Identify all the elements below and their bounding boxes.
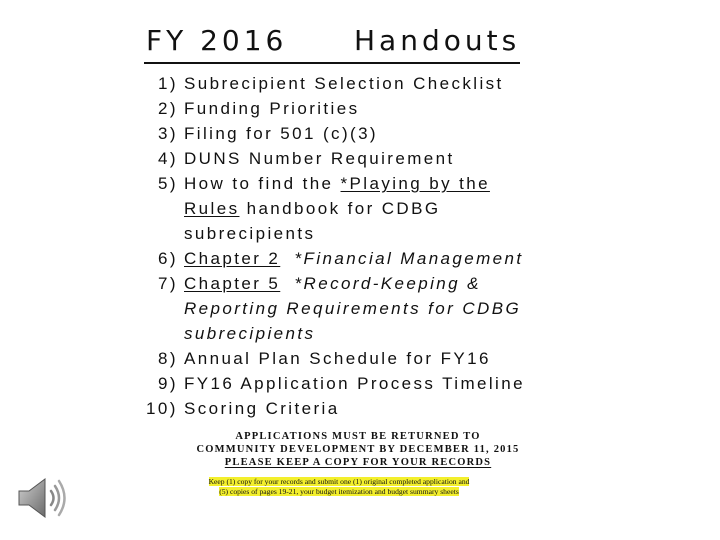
item-text: Annual Plan Schedule for FY16 (184, 349, 491, 368)
item-note: *Record-Keeping & (294, 274, 481, 293)
item-number: 10) (146, 399, 178, 418)
item-number: 7) (158, 274, 178, 293)
list-item (158, 246, 538, 271)
item-number: 4) (158, 149, 178, 168)
chapter-2-link[interactable]: Chapter 2 (184, 249, 281, 268)
list-item (158, 96, 538, 121)
list-item-continuation (158, 196, 538, 221)
list-item (158, 121, 538, 146)
return-notice (185, 430, 531, 469)
item-text: Funding Priorities (184, 99, 360, 118)
item-number: 8) (158, 349, 178, 368)
item-text: How to find the (184, 174, 341, 193)
list-item (158, 171, 538, 196)
item-text: Scoring Criteria (184, 399, 340, 418)
list-item (158, 71, 538, 96)
item-text: handbook for CDBG (239, 199, 441, 218)
list-item (158, 346, 538, 371)
item-number: 2) (158, 99, 178, 118)
item-text: DUNS Number Requirement (184, 149, 455, 168)
notice-line: PLEASE KEEP A COPY FOR YOUR RECORDS (224, 457, 492, 468)
item-number: 6) (158, 249, 178, 268)
item-note: *Financial Management (294, 249, 524, 268)
item-number: 3) (158, 124, 178, 143)
rules-link[interactable]: Rules (184, 199, 240, 218)
list-item (158, 371, 538, 396)
item-number: 5) (158, 174, 178, 193)
item-text: Subrecipient Selection Checklist (184, 74, 504, 93)
list-item-continuation: subrecipients (184, 324, 316, 343)
notice-line: APPLICATIONS MUST BE RETURNED TO (235, 431, 481, 442)
list-item (158, 271, 538, 296)
highlight-line: Keep (1) copy for your records and submit one (1) original completed application and (208, 477, 470, 486)
speaker-icon[interactable] (15, 475, 67, 521)
list-item-continuation: subrecipients (184, 224, 316, 243)
item-text: Filing for 501 (c)(3) (184, 124, 378, 143)
highlight-line: (5) copies of pages 19-21, your budget itemization and budget summary sheets (219, 486, 459, 496)
item-number: 1) (158, 74, 178, 93)
handout-list (146, 71, 538, 421)
list-item (158, 146, 538, 171)
title-handouts: Handouts (354, 24, 521, 57)
notice-line: COMMUNITY DEVELOPMENT BY DECEMBER 11, 2015 (196, 444, 520, 455)
item-text: FY16 Application Process Timeline (184, 374, 525, 393)
item-number: 9) (158, 374, 178, 393)
playing-by-the-rules-link[interactable]: *Playing by the (340, 174, 490, 193)
highlighted-instructions (146, 477, 532, 496)
slide-title (144, 20, 520, 64)
title-fiscal-year: FY 2016 (146, 24, 288, 57)
list-item-continuation: Reporting Requirements for CDBG (184, 299, 522, 318)
chapter-5-link[interactable]: Chapter 5 (184, 274, 281, 293)
list-item (146, 396, 538, 421)
